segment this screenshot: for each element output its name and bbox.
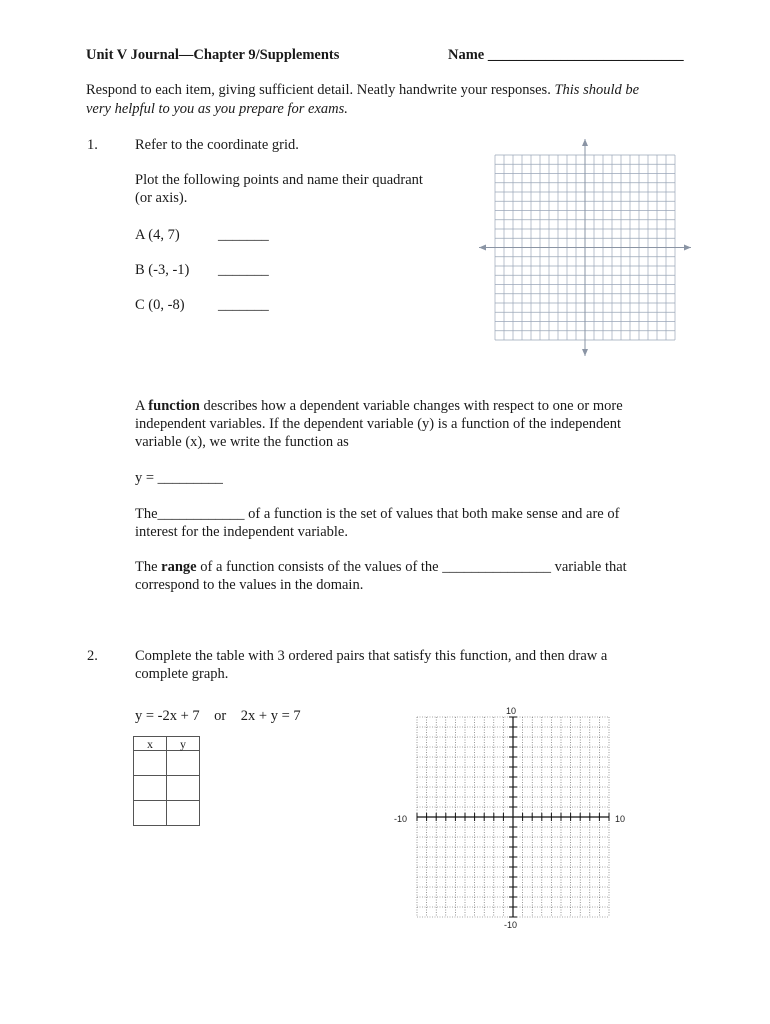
- range-line2: correspond to the values in the domain.: [135, 577, 364, 593]
- coordinate-grid-1[interactable]: [475, 135, 695, 360]
- table-cell[interactable]: [167, 776, 200, 801]
- xy-table: [133, 736, 200, 826]
- point-b-answer[interactable]: _______: [218, 262, 269, 278]
- instructions: [86, 82, 639, 99]
- instructions-italic: This should be: [554, 82, 640, 98]
- function-definition: [135, 398, 623, 415]
- point-b-label: B (-3, -1): [135, 262, 190, 278]
- coordinate-grid-2[interactable]: [414, 714, 614, 920]
- table-row: [134, 751, 200, 776]
- function-line2: independent variables. If the dependent variable (y) is a function of the independent: [135, 416, 621, 432]
- q2-equation: y = -2x + 7 or 2x + y = 7: [135, 708, 301, 724]
- domain-line2: interest for the independent variable.: [135, 524, 348, 540]
- table-cell[interactable]: [134, 801, 167, 826]
- q1-number: 1.: [87, 137, 98, 153]
- point-a-label: A (4, 7): [135, 227, 180, 243]
- instructions-line2: very helpful to you as you prepare for exams.: [86, 101, 348, 117]
- function-line3: variable (x), we write the function as: [135, 434, 349, 450]
- q1-prompt: Refer to the coordinate grid.: [135, 137, 299, 153]
- table-cell[interactable]: [134, 776, 167, 801]
- table-cell[interactable]: [134, 751, 167, 776]
- page-title: Unit V Journal—Chapter 9/Supplements: [86, 47, 340, 63]
- point-a-answer[interactable]: _______: [218, 227, 269, 243]
- range-prefix: The: [135, 559, 158, 575]
- table-header-x: x: [134, 737, 167, 751]
- x-axis-arrow-right: [684, 245, 691, 251]
- table-header-y: y: [167, 737, 200, 751]
- function-prefix: A: [135, 398, 145, 414]
- graph2-label-top: 10: [506, 706, 517, 716]
- y-axis-arrow-down: [582, 349, 588, 356]
- function-text: describes how a dependent variable changes with respect to one or more: [203, 398, 623, 414]
- table-cell[interactable]: [167, 751, 200, 776]
- function-term: function: [148, 398, 200, 414]
- y-equals-blank[interactable]: y = _________: [135, 470, 223, 486]
- y-axis-arrow-up: [582, 139, 588, 146]
- q1-plot-line2: (or axis).: [135, 190, 188, 206]
- range-text: of a function consists of the values of the _______________ variable that: [200, 559, 627, 575]
- table-row: [134, 801, 200, 826]
- q2-number: 2.: [87, 648, 98, 664]
- q1-plot-line1: Plot the following points and name their quadrant: [135, 172, 423, 188]
- domain-line1: The____________ of a function is the set of values that both make sense and are of: [135, 506, 620, 522]
- name-field[interactable]: Name ___________________________: [448, 47, 684, 63]
- range-term: range: [161, 559, 197, 575]
- table-cell[interactable]: [167, 801, 200, 826]
- range-definition: [135, 559, 627, 576]
- graph2-label-right: 10: [615, 814, 626, 824]
- point-c-label: C (0, -8): [135, 297, 185, 313]
- instructions-text: Respond to each item, giving sufficient detail. Neatly handwrite your responses.: [86, 82, 551, 98]
- q2-prompt-line1: Complete the table with 3 ordered pairs that satisfy this function, and then draw a: [135, 648, 608, 664]
- graph2-label-left: -10: [394, 814, 408, 824]
- graph2-label-bottom: -10: [504, 920, 518, 930]
- point-c-answer[interactable]: _______: [218, 297, 269, 313]
- x-axis-arrow-left: [479, 245, 486, 251]
- table-row: [134, 776, 200, 801]
- q2-prompt-line2: complete graph.: [135, 666, 229, 682]
